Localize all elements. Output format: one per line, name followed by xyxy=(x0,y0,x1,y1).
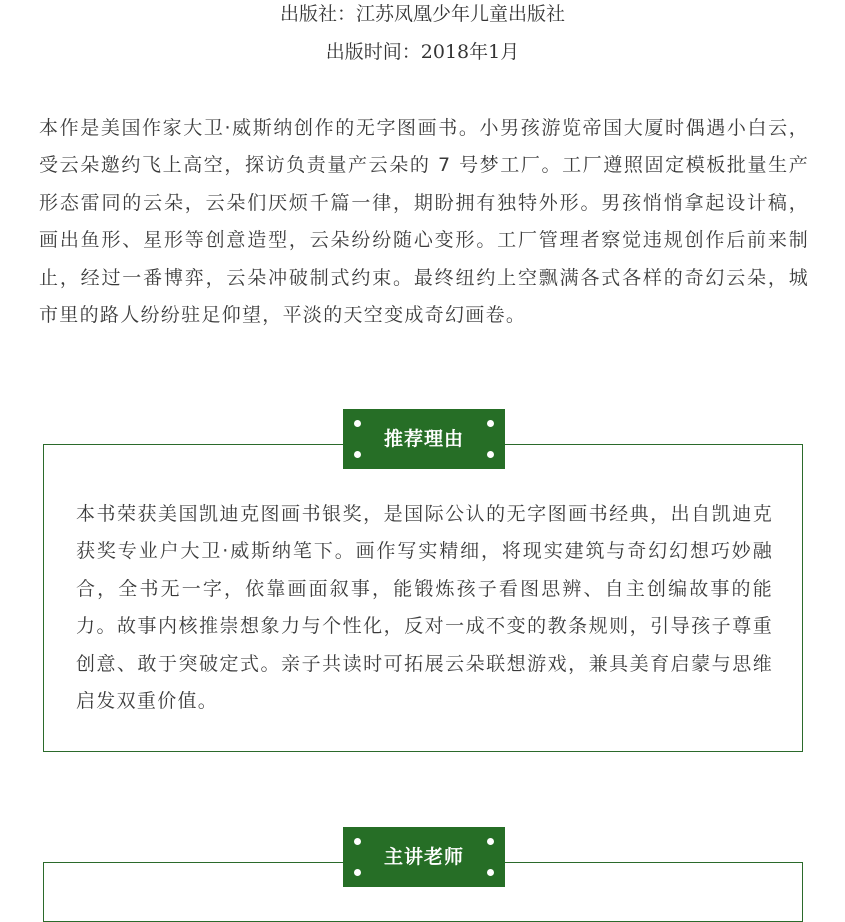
decorative-dot-icon xyxy=(354,451,361,458)
book-summary: 本作是美国作家大卫·威斯纳创作的无字图画书。小男孩游览帝国大厦时偶遇小白云，受云朵邀约飞上高空，探访负责量产云朵的 7 号梦工厂。工厂遵照固定模板批量生产形态雷同的云朵，云朵们厌烦千篇一律，期盼拥有独特外形。男孩悄悄拿起设计稿，画出鱼形、星形等创意造型，云朵纷纷随心变形。工厂管理者察觉违规创作后前来制止，经过一番博弈，云朵冲破制式约束。最终纽约上空飘满各式各样的奇幻云朵，城市里的路人纷纷驻足仰望，平淡的天空变成奇幻画卷。 xyxy=(39,117,809,327)
recommendation-text: 本书荣获美国凯迪克图画书银奖，是国际公认的无字图画书经典，出自凯迪克获奖专业户大卫·威斯纳笔下。画作写实精细，将现实建筑与奇幻幻想巧妙融合，全书无一字，依靠画面叙事，能锻炼孩子看图思辨、自主创编故事的能力。故事内核推崇想象力与个性化，反对一成不变的教条规则，引导孩子尊重创意、敢于突破定式。亲子共读时可拓展云朵联想游戏，兼具美育启蒙与思维启发双重价值。 xyxy=(76,503,773,713)
decorative-dot-icon xyxy=(487,838,494,845)
decorative-dot-icon xyxy=(487,869,494,876)
teacher-title-badge xyxy=(343,827,505,887)
teacher-title: 主讲老师 xyxy=(383,846,464,868)
decorative-dot-icon xyxy=(354,420,361,427)
publisher-line: 出版社：江苏凤凰少年儿童出版社 xyxy=(279,3,565,25)
decorative-dot-icon xyxy=(354,838,361,845)
publish-date-label: 出版时间： xyxy=(325,41,421,63)
publish-date-value: 2018年1月 xyxy=(420,41,520,63)
publish-date-line xyxy=(0,38,845,66)
recommendation-title: 推荐理由 xyxy=(383,428,464,450)
decorative-dot-icon xyxy=(354,869,361,876)
decorative-dot-icon xyxy=(487,420,494,427)
recommendation-title-badge xyxy=(343,409,505,469)
decorative-dot-icon xyxy=(487,451,494,458)
